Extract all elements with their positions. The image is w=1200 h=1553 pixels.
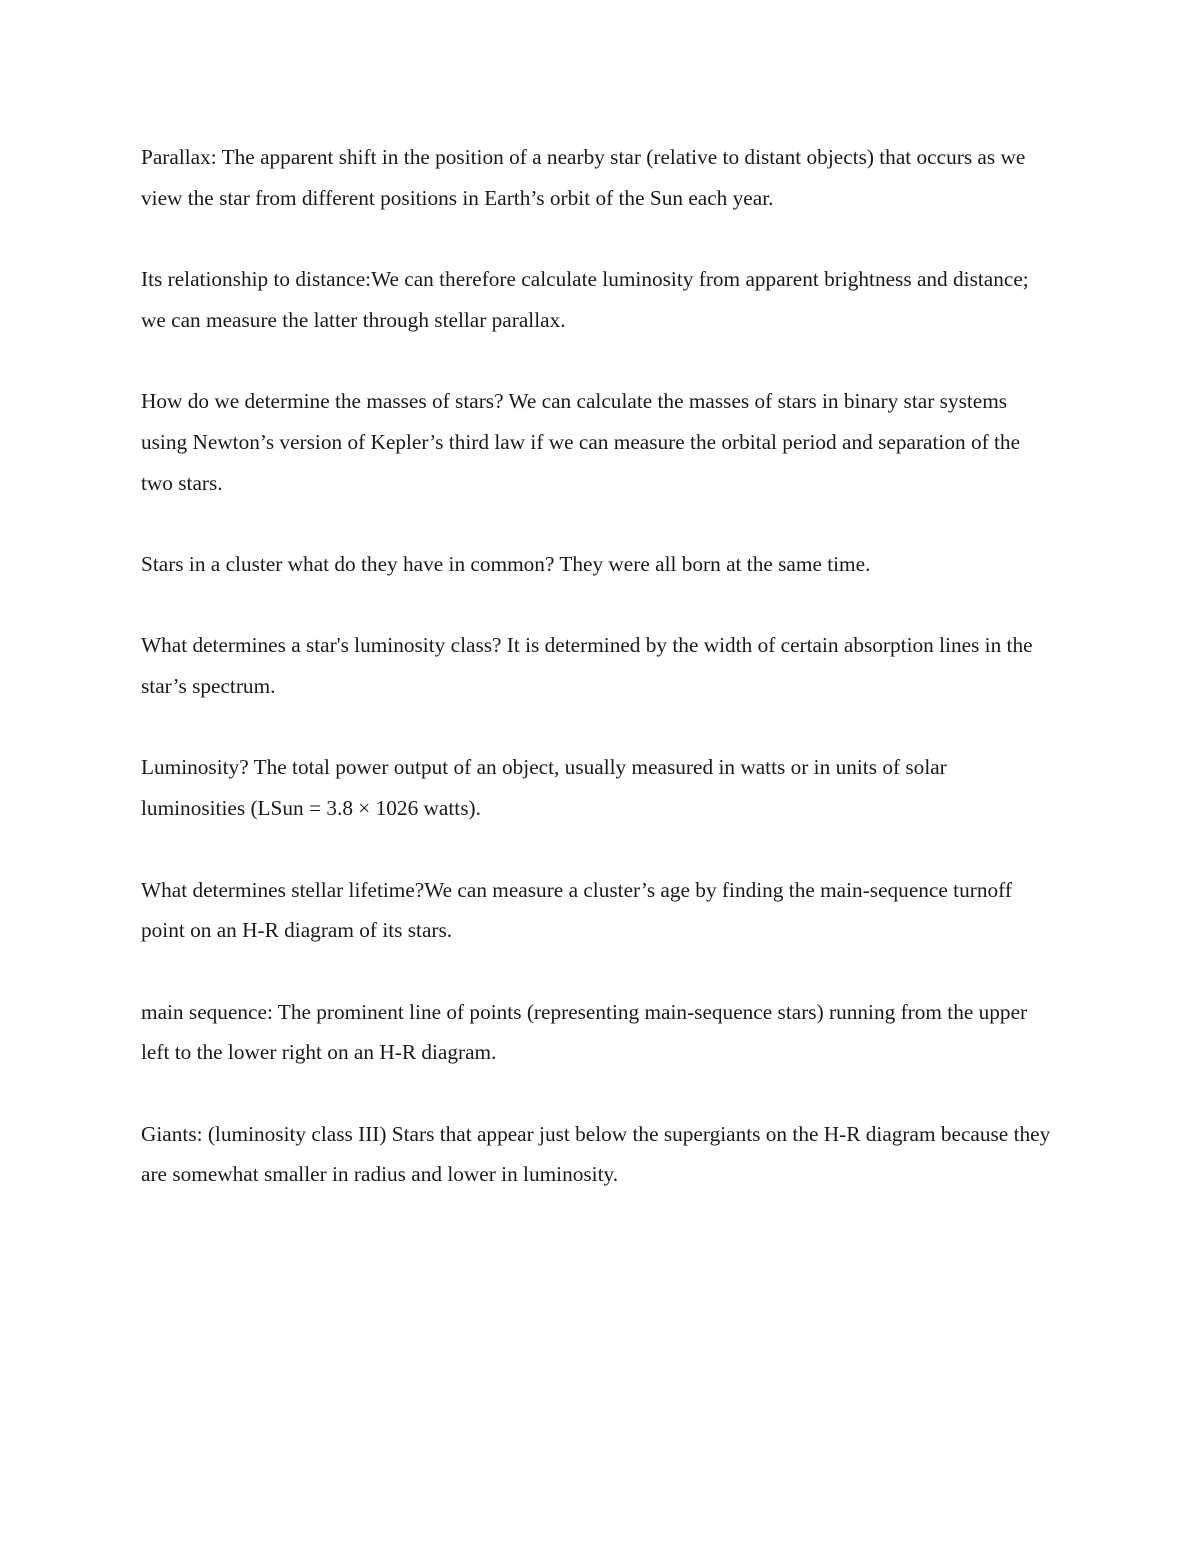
paragraph-luminosity-class: What determines a star's luminosity class? It is determined by the width of certain absorption lines in the star’s spectrum. [141,633,1033,699]
paragraph-parallax: Parallax: The apparent shift in the position of a nearby star (relative to distant objects) that occurs as we view the star from different positions in Earth’s orbit of the Sun each year. [141,145,1026,210]
document-body [141,137,1051,1236]
paragraph-luminosity: Luminosity? The total power output of an object, usually measured in watts or in units of solar luminosities (LSun = 3.8 × 1026 watts). [141,755,947,821]
paragraph-cluster: Stars in a cluster what do they have in common? They were all born at the same time. [141,551,871,576]
paragraph-masses: How do we determine the masses of stars? We can calculate the masses of stars in binary star systems using Newton’s version of Kepler’s third law if we can measure the orbital period and separation of the two stars. [141,389,1021,495]
paragraph-stellar-lifetime: What determines stellar lifetime?We can measure a cluster’s age by finding the main-sequence turnoff point on an H-R diagram of its stars. [141,877,1012,943]
paragraph-main-sequence: main sequence: The prominent line of points (representing main-sequence stars) running from the upper left to the lower right on an H-R diagram. [141,999,1028,1065]
paragraph-giants: Giants: (luminosity class III) Stars that appear just below the supergiants on the H-R diagram because they are somewhat smaller in radius and lower in luminosity. [141,1121,1051,1187]
paragraph-distance: Its relationship to distance:We can therefore calculate luminosity from apparent brightness and distance; we can measure the latter through stellar parallax. [141,267,1029,332]
